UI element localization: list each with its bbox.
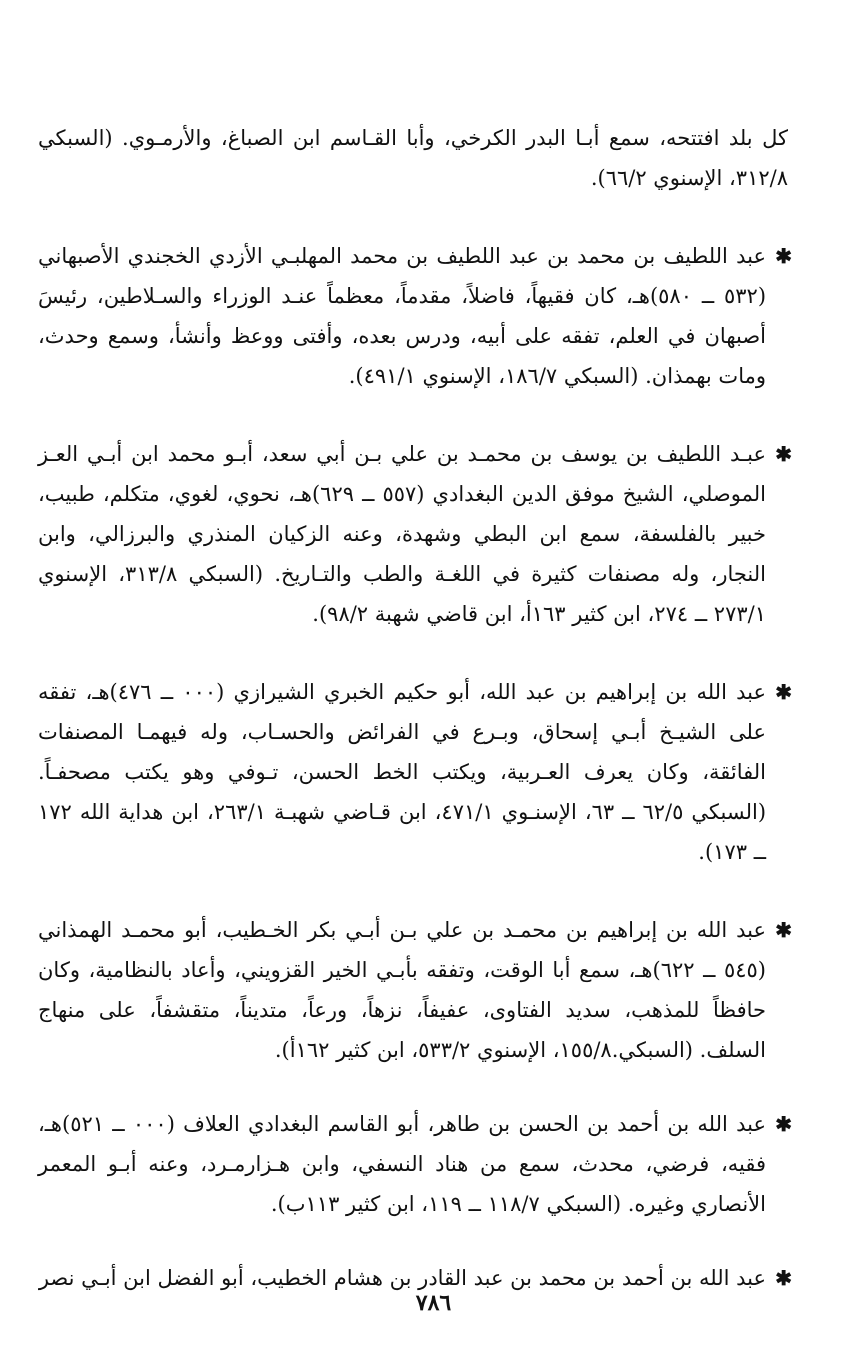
biography-entry — [38, 434, 792, 634]
continuation-paragraph: كل بلد افتتحه، سمع أبـا البدر الكرخي، وأبا القـاسم ابن الصباغ، والأرمـوي. (السبكي ٣١٢/٨، الإسنوي ٦٦/٢). — [38, 126, 788, 190]
asterisk-icon: ✱ — [775, 442, 792, 466]
biography-entry — [38, 1104, 792, 1224]
page-number: ٧٨٦ — [415, 1290, 452, 1316]
asterisk-icon: ✱ — [775, 244, 792, 268]
entry-text: عبد اللطيف بن محمد بن عبد اللطيف بن محمد المهلبـي الأزدي الخجندي الأصبهاني (٥٣٢ ــ ٥٨٠)هـ، كان فقيهاً، فاضلاً، مقدماً، معظماً عنـد الوزراء والسـلاطين، رئيسَ أصبهان في العلم، تفقه على أبيه، ودرس بعده، وأفتى ووعظ وأنشأ، وسمع وحدث، ومات بهمذان. (السبكي ١٨٦/٧، الإسنوي ٤٩١/١). — [38, 244, 767, 388]
entry-text: عبد الله بن إبراهيم بن محمـد بن علي بـن أبـي بكر الخـطيب، أبو محمـد الهمذاني (٥٤٥ ــ ٦٢٢)هـ، سمع أبا الوقت، وتفقه بأبـي الخير القزويني، وأعاد بالنظامية، وكان حافظاً للمذهب، سديد الفتاوى، عفيفاً، نزهاً، ورعاً، متديناً، متقشفاً، على منهاج السلف. (السبكي.١٥٥/٨، الإسنوي ٥٣٣/٢، ابن كثير ١٦٢أ). — [38, 918, 766, 1062]
entry-text: عبد الله بن أحمد بن محمد بن عبد القادر بن هشام الخطيب، أبو الفضل ابن أبـي نصر — [38, 1266, 766, 1290]
asterisk-icon: ✱ — [775, 1112, 792, 1136]
biography-entry — [38, 236, 792, 396]
biography-entry — [38, 910, 792, 1070]
entry-text: عبـد اللطيف بن يوسف بن محمـد بن علي بـن أبي سعد، أبـو محمد ابن أبـي العـز الموصلي، الشيخ موفق الدين البغدادي (٥٥٧ ــ ٦٢٩)هـ، نحوي، لغوي، متكلم، طبيب، خبير بالفلسفة، سمع ابن البطي وشهدة، وعنه الزكيان المنذري والبرزالي، وابن النجار، وله مصنفات كثيرة في اللغـة والطب والتـاريخ. (السبكي ٣١٣/٨، الإسنوي ٢٧٣/١ ــ ٢٧٤، ابن كثير ١٦٣أ، ابن قاضي شهبة ٩٨/٢). — [38, 442, 767, 626]
entry-text: عبد الله بن أحمد بن الحسن بن طاهر، أبو القاسم البغدادي العلاف (٠٠٠ ــ ٥٢١)هـ، فقيه، فرضي، محدث، سمع من هناد النسفي، وابن هـزارمـرد، وعنه أبـو المعمر الأنصاري وغيره. (السبكي ١١٨/٧ ــ ١١٩، ابن كثير ١١٣ب). — [38, 1112, 767, 1216]
asterisk-icon: ✱ — [775, 680, 792, 704]
asterisk-icon: ✱ — [775, 1266, 792, 1290]
biography-entry — [38, 672, 792, 872]
entry-text: عبد الله بن إبراهيم بن عبد الله، أبو حكيم الخبري الشيرازي (٠٠٠ ــ ٤٧٦)هـ، تفقه على الشيـخ أبـي إسحاق، وبـرع في الفرائض والحسـاب، وله فيهمـا المصنفات الفائقة، وكان يعرف العـربية، ويكتب الخط الحسن، تـوفي وهو يكتب مصحفـاً. (السبكي ٦٢/٥ ــ ٦٣، الإسنـوي ٤٧١/١، ابن قـاضي شهبـة ٢٦٣/١، ابن هداية الله ١٧٢ ــ ١٧٣). — [38, 680, 767, 864]
asterisk-icon: ✱ — [775, 918, 792, 942]
page-body — [38, 118, 792, 1298]
